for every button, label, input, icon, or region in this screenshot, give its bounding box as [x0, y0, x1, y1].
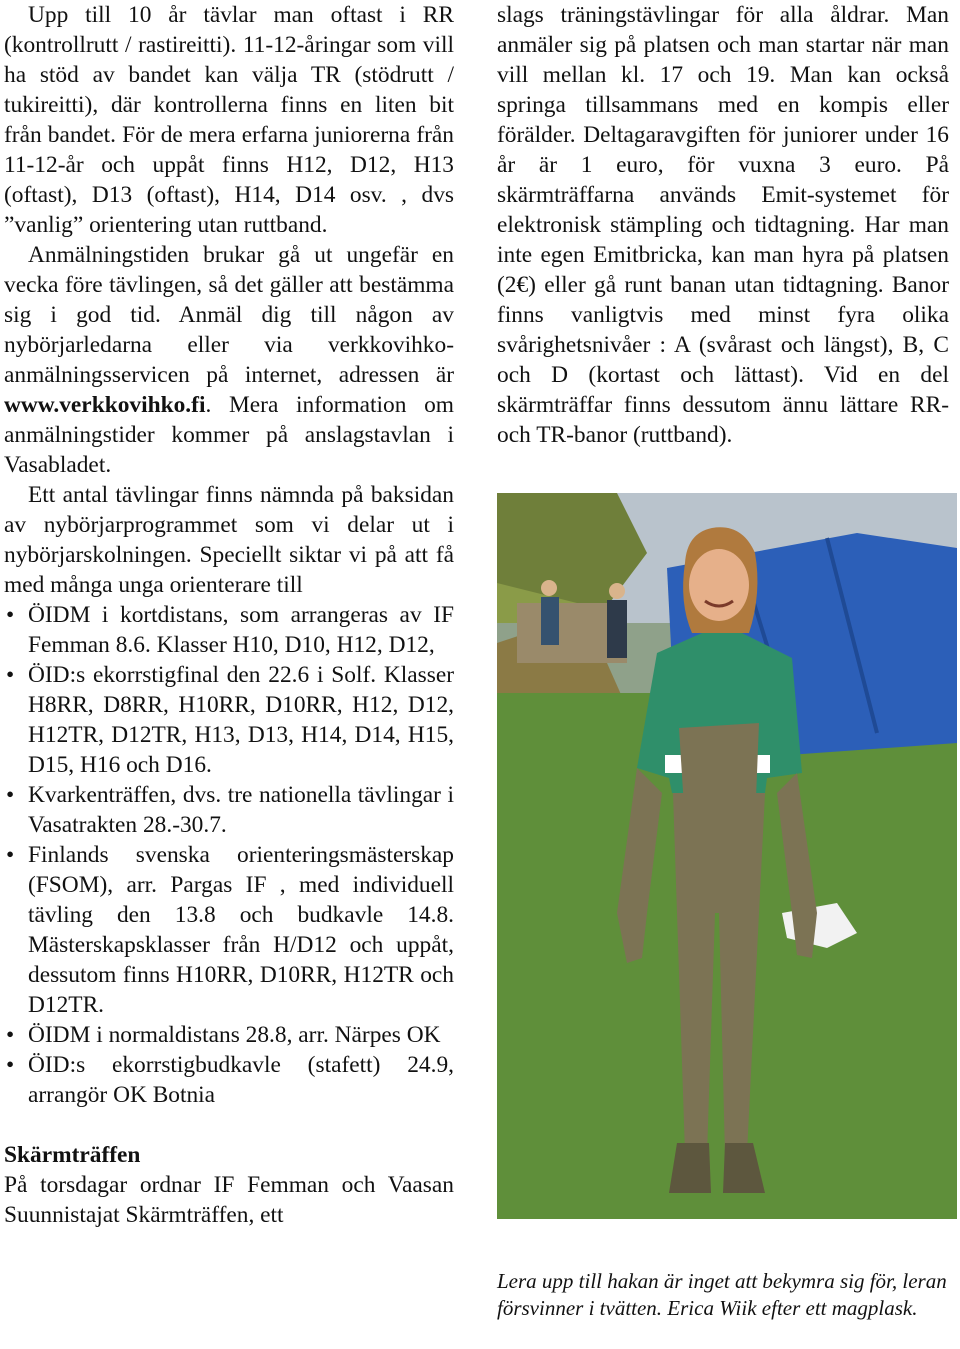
paragraph-registration: [4, 240, 454, 480]
background-person-head: [541, 580, 557, 596]
right-column: [497, 0, 949, 450]
left-column: [4, 0, 454, 1230]
paragraph-skarmtraffen-details: slags träningstävlingar för alla åldrar. Man anmäler sig på platsen och man startar när man vill mellan kl. 17 och 19. Man kan också springa tillsammans med en kompis eller förälder. Deltagaravgiften för juniorer under 16 år är 1 euro, för vuxna 3 euro. På skärmträffarna används Emit-systemet för elektronisk stämpling och tidtagning. Har man inte egen Emitbricka, kan man hyra på platsen (2€) eller gå runt banan utan tidtagning. Banor finns vanligtvis med minst fyra olika svårighetsnivåer : A (svårast och längst), B, C och D (kortast och lättast). Vid en del skärmträffar finns dessutom ännu lättare RR- och TR-banor (ruttband).: [497, 2, 949, 448]
bullet: •: [6, 662, 15, 688]
list-item: [4, 780, 454, 840]
photo-illustration: [497, 493, 957, 1219]
paragraph-classes: Upp till 10 år tävlar man oftast i RR (kontrollrutt / rastireitti). 11-12-åringar som vill ha stöd av bandet kan välja TR (stödrutt / tukireitti), där kontrollerna finns en liten bit från bandet. För de mera erfarna juniorerna från 11-12-år och uppåt finns H12, D12, H13 (oftast), D13 (oftast), H14, D14 osv. , dvs ”vanlig” orientering utan ruttband.: [4, 2, 454, 238]
bullet: •: [6, 1052, 15, 1078]
list-item: [4, 600, 454, 660]
photo-muddy-orienteer: [497, 493, 957, 1219]
photo-caption: Lera upp till hakan är inget att bekymra sig för, leran försvinner i tvätten. Erica Wiik efter ett magplask.: [497, 1269, 947, 1320]
list-item: [4, 840, 454, 1020]
list-item: [4, 660, 454, 780]
bullet: •: [6, 842, 15, 868]
girl-face: [689, 549, 749, 621]
bullet: •: [6, 602, 15, 628]
bullet: •: [6, 1022, 15, 1048]
event-list: [4, 600, 454, 1110]
event-text: ÖIDM i kortdistans, som arrangeras av IF Femman 8.6. Klasser H10, D10, H12, D12,: [28, 602, 454, 658]
registration-link[interactable]: www.verkkovihko.fi: [4, 392, 206, 418]
event-text: ÖIDM i normaldistans 28.8, arr. Närpes OK: [28, 1022, 441, 1048]
registration-text-b: . Mera information om anmälningstider kommer på anslagstavlan i Vasabladet.: [4, 392, 454, 478]
event-text: ÖID:s ekorrstigfinal den 22.6 i Solf. Klasser H8RR, D8RR, H10RR, D10RR, H12, D12, H12TR, D12TR, H13, D13, H14, D14, H15, D15, H16 och D16.: [28, 662, 454, 778]
paragraph-competitions: Ett antal tävlingar finns nämnda på baksidan av nybörjarprogrammet som vi delar ut i nybörjarskolningen. Speciellt siktar vi på att få med många unga orienterare till: [4, 482, 454, 598]
registration-text-a: Anmälningstiden brukar gå ut ungefär en vecka före tävlingen, så det gäller att bestämma sig i god tid. Anmäl dig till någon av nybörjarledarna eller via verkkovihko-anmälningsservicen på internet, adressen är: [4, 242, 454, 388]
list-item: [4, 1050, 454, 1110]
bullet: •: [6, 782, 15, 808]
event-text: Kvarkenträffen, dvs. tre nationella tävlingar i Vasatrakten 28.-30.7.: [28, 782, 454, 838]
background-person-head: [609, 583, 625, 599]
background-person: [541, 597, 559, 645]
section-paragraph: På torsdagar ordnar IF Femman och Vaasan Suunnistajat Skärmträffen, ett: [4, 1172, 454, 1228]
event-text: Finlands svenska orienteringsmästerskap (FSOM), arr. Pargas IF , med individuell tävling den 13.8 och budkavle 14.8. Mästerskapsklasser från H/D12 och uppåt, dessutom finns H10RR, D10RR, H12TR och D12TR.: [28, 842, 454, 1018]
list-item: [4, 1020, 454, 1050]
background-person: [607, 600, 627, 658]
section-heading: Skärmträffen: [4, 1142, 141, 1168]
event-text: ÖID:s ekorrstigbudkavle (stafett) 24.9, arrangör OK Botnia: [28, 1052, 454, 1108]
